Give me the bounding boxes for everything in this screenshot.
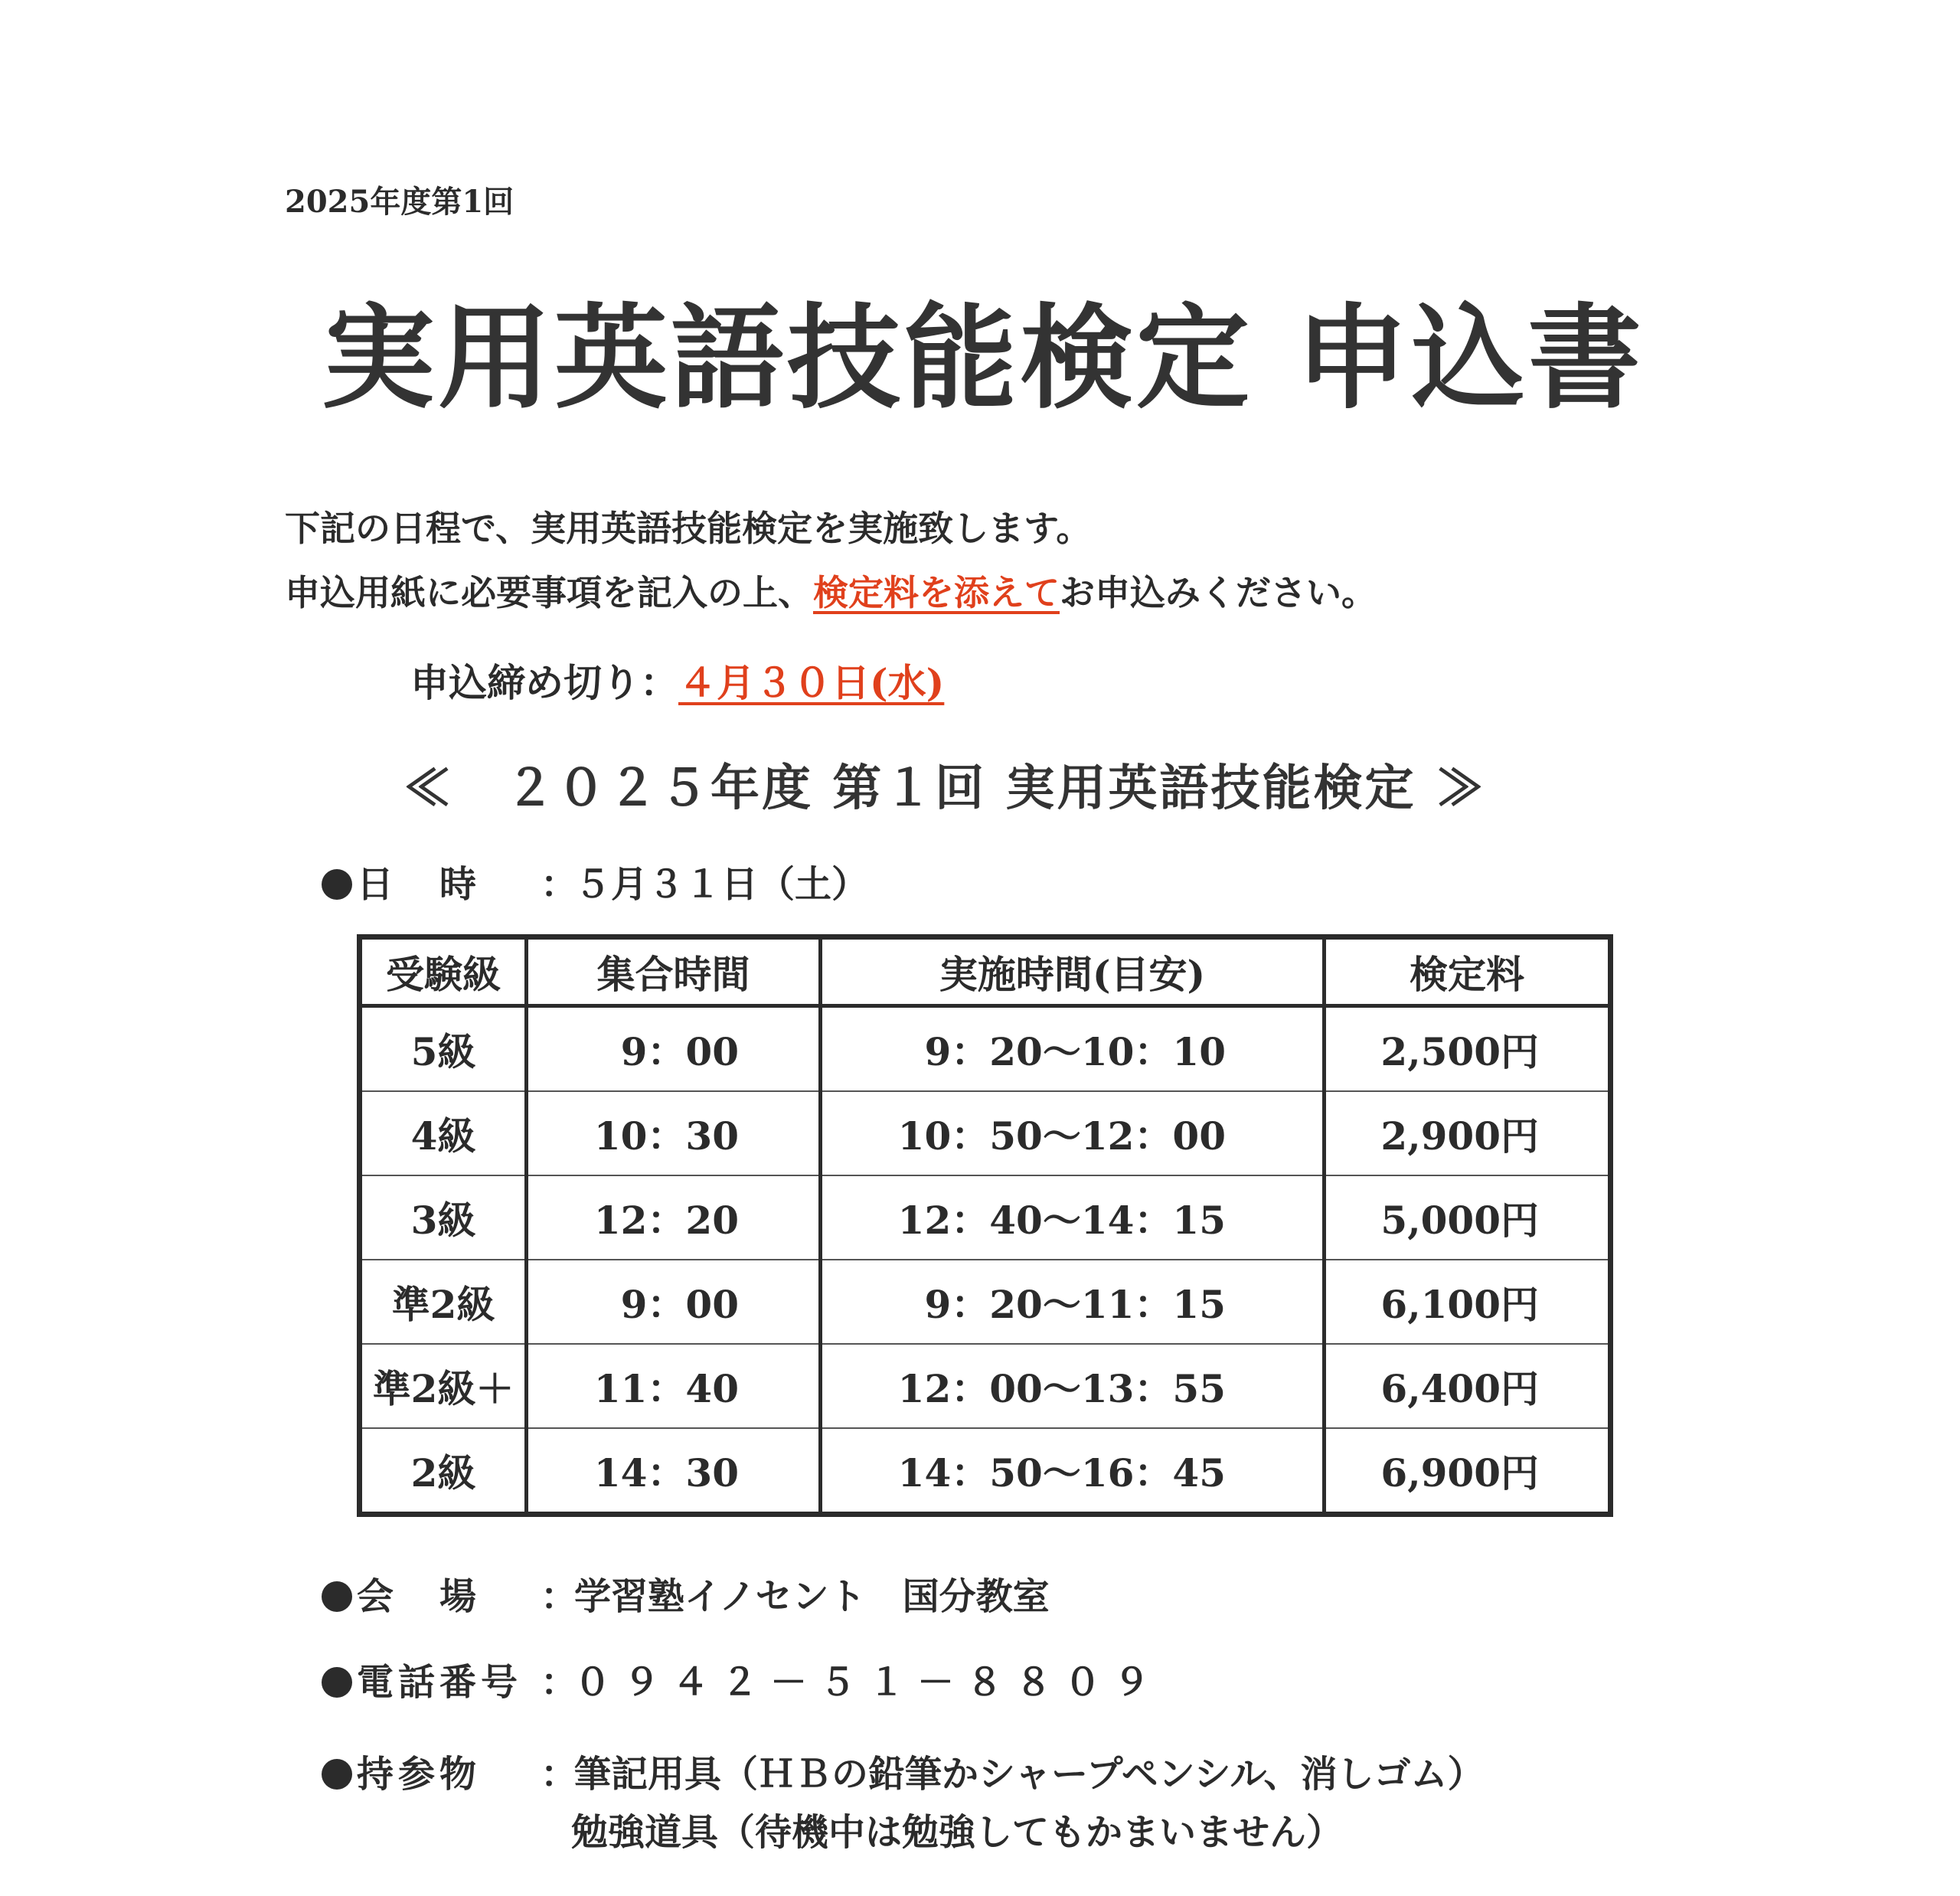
schedule-table <box>357 934 1613 1517</box>
table-row <box>360 1006 1611 1092</box>
items-line-1: 筆記用具（ＨＢの鉛筆かシャープペンシル、消しゴム） <box>574 1753 1485 1796</box>
grade-cell: 準2級 <box>360 1260 527 1344</box>
fee-cell: 6,100円 <box>1325 1260 1611 1344</box>
exam-time-cell: 12：40～14：15 <box>821 1175 1325 1260</box>
date-row <box>322 855 868 907</box>
venue-colon: ： <box>541 1575 578 1618</box>
grade-cell: 4級 <box>360 1091 527 1175</box>
gather-time-cell: 9：00 <box>527 1260 821 1344</box>
bullet-icon <box>322 869 352 900</box>
grade-cell: 準2級＋ <box>360 1344 527 1428</box>
table-row <box>360 1260 1611 1344</box>
exam-time-cell: 12：00～13：55 <box>821 1344 1325 1428</box>
phone-label: 電話番号 <box>357 1661 523 1704</box>
header-gather-time: 集合時間 <box>527 937 821 1006</box>
table-header-row <box>360 937 1611 1006</box>
table-row <box>360 1428 1611 1515</box>
items-label: 持参物 <box>357 1753 482 1796</box>
intro-line-2-after: お申込みください。 <box>1060 572 1377 613</box>
fee-cell: 6,900円 <box>1325 1428 1611 1515</box>
exam-time-cell: 9：20～10：10 <box>821 1006 1325 1092</box>
grade-cell: 5級 <box>360 1006 527 1092</box>
gather-time-cell: 11：40 <box>527 1344 821 1428</box>
table-row <box>360 1344 1611 1428</box>
venue-label: 会 場 <box>357 1575 482 1618</box>
gather-time-cell: 10：30 <box>527 1091 821 1175</box>
header-fee: 検定料 <box>1325 937 1611 1006</box>
phone-colon: ： <box>541 1661 578 1704</box>
fee-cell: 2,900円 <box>1325 1091 1611 1175</box>
date-label: 日 時 <box>357 863 482 906</box>
fee-cell: 6,400円 <box>1325 1344 1611 1428</box>
gather-time-cell: 14：30 <box>527 1428 821 1515</box>
header-exam-time: 実施時間(目安) <box>821 937 1325 1006</box>
grade-cell: 3級 <box>360 1175 527 1260</box>
intro-line-2-before: 申込用紙に必要事項を記入の上、 <box>285 572 813 613</box>
date-value: ５月３１日（土） <box>574 863 869 906</box>
intro-line-1: 下記の日程で、実用英語技能検定を実施致します。 <box>285 508 1092 549</box>
deadline-label: 申込締め切り： <box>410 660 678 705</box>
deadline <box>410 652 944 708</box>
deadline-date: ４月３０日(水) <box>678 660 945 705</box>
date-colon: ： <box>541 863 578 906</box>
gather-time-cell: 12：20 <box>527 1175 821 1260</box>
phone-row <box>322 1652 1162 1705</box>
intro-line-2 <box>285 565 1377 616</box>
items-line-2: 勉強道具（待機中は勉強してもかまいません） <box>571 1811 1344 1854</box>
bullet-icon <box>322 1667 352 1698</box>
exam-time-cell: 14：50～16：45 <box>821 1428 1325 1515</box>
fee-cell: 5,000円 <box>1325 1175 1611 1260</box>
gather-time-cell: 9：00 <box>527 1006 821 1092</box>
venue-row <box>322 1567 1050 1620</box>
items-colon: ： <box>541 1753 578 1796</box>
edition-label: 2025年度第1回 <box>285 184 514 220</box>
table-row <box>360 1091 1611 1175</box>
grade-cell: 2級 <box>360 1428 527 1515</box>
fee-highlight: 検定料を添えて <box>813 572 1060 613</box>
exam-time-cell: 9：20～11：15 <box>821 1260 1325 1344</box>
section-title: ≪ ２０２５年度 第１回 実用英語技能検定 ≫ <box>403 760 1487 817</box>
header-grade: 受験級 <box>360 937 527 1006</box>
bullet-icon <box>322 1581 352 1612</box>
phone-value: ０９４２－５１－８８０９ <box>574 1661 1163 1704</box>
table-row <box>360 1175 1611 1260</box>
exam-time-cell: 10：50～12：00 <box>821 1091 1325 1175</box>
items-row <box>322 1744 1484 1797</box>
venue-value: 学習塾イノセント 国分教室 <box>574 1575 1050 1618</box>
page-title: 実用英語技能検定 申込書 <box>322 293 1645 424</box>
bullet-icon <box>322 1759 352 1790</box>
fee-cell: 2,500円 <box>1325 1006 1611 1092</box>
